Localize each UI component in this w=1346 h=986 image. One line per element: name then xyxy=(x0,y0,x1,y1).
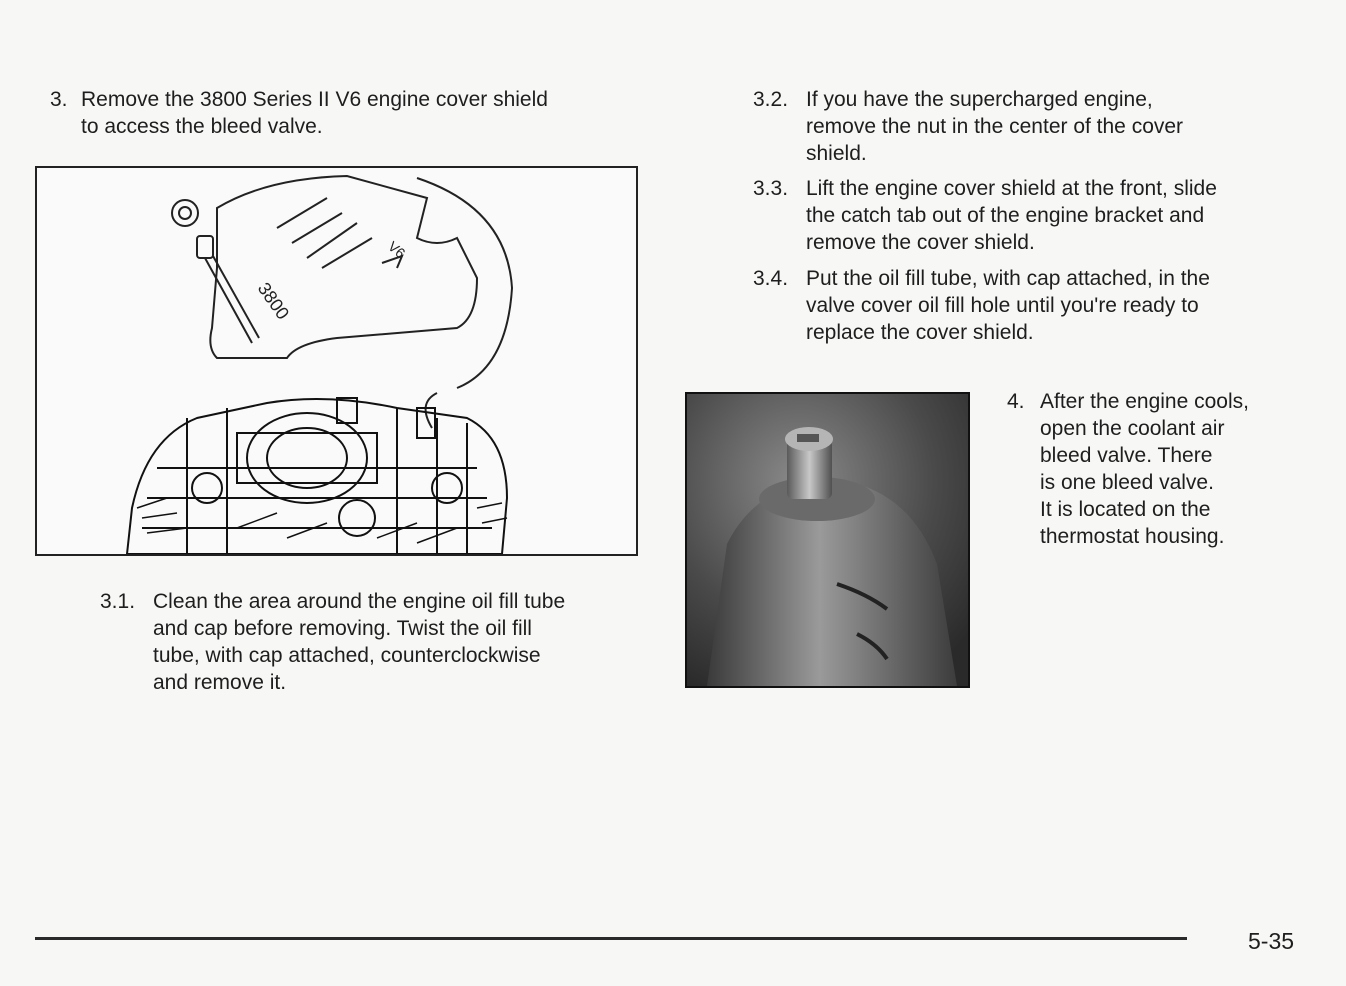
step-3-1 xyxy=(100,588,660,696)
step-number: 3.2. xyxy=(753,88,789,111)
page-number: 5-35 xyxy=(1248,928,1295,954)
step-text: If you have the supercharged engine, remove the nut in the center of the cover shield. xyxy=(806,88,1184,165)
step-text: After the engine cools, open the coolant air bleed valve. There is one bleed valve. It is located on the thermostat housing. xyxy=(1040,390,1249,548)
step-3-3 xyxy=(753,175,1313,256)
step-text: Put the oil fill tube, with cap attached, in the valve cover oil fill hole until you're ready to replace the cover shield. xyxy=(806,267,1210,344)
cover-badge-text: V6 xyxy=(385,238,409,262)
step-3-4 xyxy=(753,265,1313,346)
step-3 xyxy=(50,86,650,140)
engine-line-drawing xyxy=(37,168,636,554)
step-text: Clean the area around the engine oil fill tube and cap before removing. Twist the oil fill tube, with cap attached, counterclockwise and remove it. xyxy=(153,590,566,694)
footer-rule xyxy=(35,937,1187,940)
bleed-valve-image xyxy=(687,394,968,686)
step-number: 3.3. xyxy=(753,177,789,200)
bleed-valve-photo xyxy=(685,392,970,688)
step-text: Remove the 3800 Series II V6 engine cover shield to access the bleed valve. xyxy=(81,88,548,138)
step-number: 3.4. xyxy=(753,267,789,290)
step-3-2 xyxy=(753,86,1313,167)
step-number: 4. xyxy=(1007,390,1025,413)
step-text: Lift the engine cover shield at the front, slide the catch tab out of the engine bracket and remove the cover shield. xyxy=(806,177,1217,254)
step-4 xyxy=(1007,388,1327,550)
engine-cover-illustration xyxy=(35,166,638,556)
cover-logo-text: 3800 xyxy=(253,278,294,324)
step-number: 3.1. xyxy=(100,590,136,613)
step-number: 3. xyxy=(50,88,68,111)
